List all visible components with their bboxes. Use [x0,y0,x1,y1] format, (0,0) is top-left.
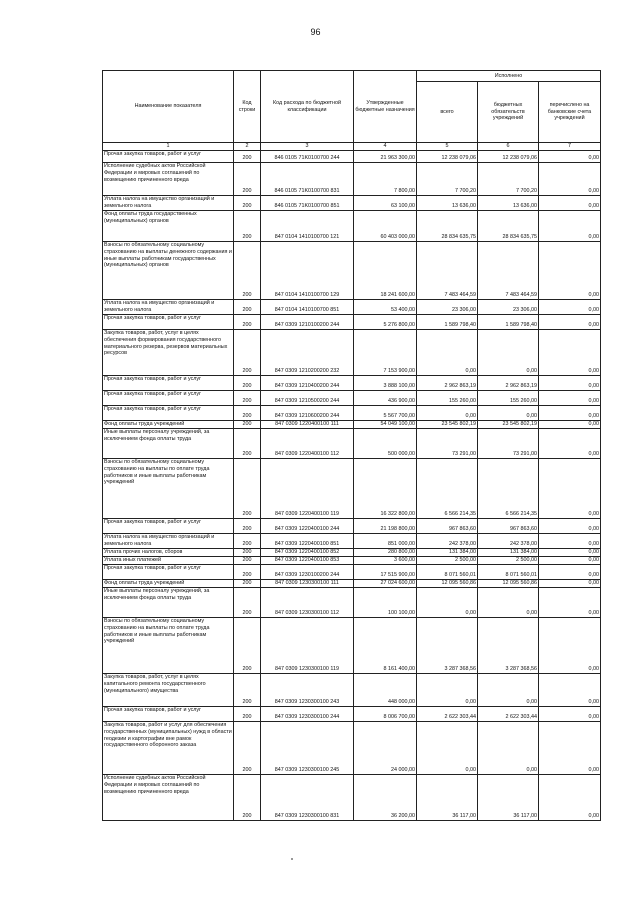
table-row [103,163,601,196]
row-approved: 36 200,00 [354,775,417,821]
row-expense-code: 847 0104 1410100700 121 [261,211,354,242]
row-budget-obligations: 36 117,00 [478,775,539,821]
row-name: Прочая закупка товаров, работ и услуг [103,151,234,163]
row-total: 23 545 802,19 [417,421,478,429]
row-name: Взносы по обязательному социальному страхованию на выплаты денежного содержания и иные выплаты работникам государственных (муниципальных) органов [103,242,234,300]
row-name: Уплата налога на имущество организаций и земельного налога [103,300,234,315]
row-expense-code: 847 0309 1230300100 244 [261,707,354,722]
row-expense-code: 847 0309 1230100200 244 [261,565,354,580]
row-line-code: 200 [234,775,261,821]
row-line-code: 200 [234,163,261,196]
row-budget-obligations: 155 260,00 [478,391,539,406]
row-budget-obligations: 7 483 464,59 [478,242,539,300]
table-row [103,315,601,330]
table-row [103,565,601,580]
row-total: 0,00 [417,330,478,376]
row-expense-code: 847 0104 1410100700 851 [261,300,354,315]
scan-dot [291,858,293,860]
table-row [103,459,601,519]
row-name: Прочая закупка товаров, работ и услуг [103,391,234,406]
row-transferred: 0,00 [539,391,601,406]
row-total: 3 287 368,56 [417,618,478,674]
row-total: 155 260,00 [417,391,478,406]
row-budget-obligations: 131 384,00 [478,549,539,557]
row-total: 2 962 863,19 [417,376,478,391]
row-expense-code: 847 0309 1210400200 244 [261,376,354,391]
table-row [103,151,601,163]
table-row [103,588,601,618]
row-expense-code: 847 0309 1230300100 243 [261,674,354,707]
row-total: 28 834 635,75 [417,211,478,242]
row-name: Взносы по обязательному социальному страхованию на выплаты по оплате труда работников и иные выплаты работникам учреждений [103,618,234,674]
row-line-code: 200 [234,519,261,534]
row-approved: 63 100,00 [354,196,417,211]
row-expense-code: 847 0309 1220400100 112 [261,429,354,459]
row-expense-code: 847 0104 1410100700 129 [261,242,354,300]
row-line-code: 200 [234,300,261,315]
row-transferred: 0,00 [539,580,601,588]
row-budget-obligations: 12 238 079,06 [478,151,539,163]
column-number: 2 [234,143,261,151]
table-row [103,618,601,674]
table-row [103,707,601,722]
row-approved: 7 153 900,00 [354,330,417,376]
row-total: 12 238 079,06 [417,151,478,163]
header-total: всего [417,82,478,143]
row-budget-obligations: 6 566 214,35 [478,459,539,519]
row-budget-obligations: 0,00 [478,330,539,376]
row-name: Исполнение судебных актов Российской Федерации и мировых соглашений по возмещению причиненного вреда [103,163,234,196]
row-approved: 24 000,00 [354,722,417,775]
row-line-code: 200 [234,722,261,775]
row-budget-obligations: 73 291,00 [478,429,539,459]
row-name: Прочая закупка товаров, работ и услуг [103,406,234,421]
column-number: 1 [103,143,234,151]
row-transferred: 0,00 [539,549,601,557]
row-budget-obligations: 2 500,00 [478,557,539,565]
row-budget-obligations: 0,00 [478,674,539,707]
row-line-code: 200 [234,580,261,588]
row-approved: 5 567 700,00 [354,406,417,421]
row-approved: 53 400,00 [354,300,417,315]
table-row [103,775,601,821]
row-approved: 3 888 100,00 [354,376,417,391]
row-total: 2 622 303,44 [417,707,478,722]
row-approved: 280 800,00 [354,549,417,557]
row-total: 23 306,00 [417,300,478,315]
row-budget-obligations: 242 378,00 [478,534,539,549]
row-transferred: 0,00 [539,534,601,549]
row-approved: 17 515 900,00 [354,565,417,580]
row-line-code: 200 [234,549,261,557]
row-line-code: 200 [234,151,261,163]
row-total: 131 384,00 [417,549,478,557]
row-expense-code: 847 0309 1230300100 245 [261,722,354,775]
row-line-code: 200 [234,674,261,707]
row-approved: 27 024 600,00 [354,580,417,588]
header-budget-obligations: бюджетных обязательств учреждений [478,82,539,143]
row-name: Фонд оплаты труда государственных (муниципальных) органов [103,211,234,242]
row-line-code: 200 [234,618,261,674]
row-budget-obligations: 1 589 798,40 [478,315,539,330]
row-expense-code: 847 0309 1210100200 244 [261,315,354,330]
row-expense-code: 847 0309 1220400100 111 [261,421,354,429]
table-row [103,300,601,315]
row-transferred: 0,00 [539,421,601,429]
row-expense-code: 846 0105 71K0100700 851 [261,196,354,211]
row-name: Прочая закупка товаров, работ и услуг [103,707,234,722]
row-total: 12 095 560,86 [417,580,478,588]
row-name: Прочая закупка товаров, работ и услуг [103,315,234,330]
row-approved: 3 600,00 [354,557,417,565]
table-row [103,376,601,391]
row-approved: 18 241 600,00 [354,242,417,300]
row-budget-obligations: 3 287 368,56 [478,618,539,674]
row-expense-code: 846 0105 71K0100700 831 [261,163,354,196]
column-number: 5 [417,143,478,151]
row-line-code: 200 [234,565,261,580]
row-budget-obligations: 23 545 802,19 [478,421,539,429]
row-expense-code: 846 0105 71K0100700 244 [261,151,354,163]
row-total: 8 071 560,01 [417,565,478,580]
table-row [103,330,601,376]
row-name: Закупка товаров, работ и услуг для обеспечения государственных (муниципальных) нужд в области геодезии и картографии вне рамок государственного оборонного заказа [103,722,234,775]
row-approved: 100 100,00 [354,588,417,618]
row-line-code: 200 [234,421,261,429]
table-header-row [103,71,601,82]
row-transferred: 0,00 [539,151,601,163]
row-budget-obligations: 13 636,00 [478,196,539,211]
row-transferred: 0,00 [539,315,601,330]
table-body [103,151,601,821]
row-total: 1 589 798,40 [417,315,478,330]
row-name: Прочая закупка товаров, работ и услуг [103,565,234,580]
row-transferred: 0,00 [539,565,601,580]
header-approved: Утвержденные бюджетные назначения [354,71,417,143]
table-row [103,549,601,557]
row-total: 0,00 [417,406,478,421]
row-expense-code: 847 0309 1220400100 119 [261,459,354,519]
table-row [103,722,601,775]
row-total: 0,00 [417,722,478,775]
row-expense-code: 847 0309 1220400100 853 [261,557,354,565]
row-total: 0,00 [417,674,478,707]
row-name: Уплата налога на имущество организаций и земельного налога [103,196,234,211]
row-transferred: 0,00 [539,300,601,315]
row-total: 6 566 214,35 [417,459,478,519]
row-approved: 7 800,00 [354,163,417,196]
row-budget-obligations: 7 700,20 [478,163,539,196]
row-name: Иные выплаты персоналу учреждений, за исключением фонда оплаты труда [103,588,234,618]
row-line-code: 200 [234,196,261,211]
row-budget-obligations: 0,00 [478,722,539,775]
row-budget-obligations: 12 095 560,86 [478,580,539,588]
row-total: 73 291,00 [417,429,478,459]
row-line-code: 200 [234,242,261,300]
row-transferred: 0,00 [539,557,601,565]
page-number: 96 [310,27,321,37]
table-row [103,534,601,549]
table-row [103,196,601,211]
row-approved: 54 049 100,00 [354,421,417,429]
row-name: Закупка товаров, работ, услуг в целях обеспечения формирования государственного материального резерва, резервов материальных ресурсов [103,330,234,376]
row-line-code: 200 [234,459,261,519]
row-expense-code: 847 0309 1230300100 111 [261,580,354,588]
row-name: Уплата прочих налогов, сборов [103,549,234,557]
row-total: 242 378,00 [417,534,478,549]
row-transferred: 0,00 [539,519,601,534]
header-expense-code: Код расхода по бюджетной классификации [261,71,354,143]
row-approved: 5 276 800,00 [354,315,417,330]
row-transferred: 0,00 [539,707,601,722]
row-total: 967 863,60 [417,519,478,534]
row-line-code: 200 [234,557,261,565]
row-budget-obligations: 28 834 635,75 [478,211,539,242]
row-name: Прочая закупка товаров, работ и услуг [103,376,234,391]
header-transferred: перечислено на банковские счета учреждений [539,82,601,143]
row-expense-code: 847 0309 1220400100 852 [261,549,354,557]
table-row [103,242,601,300]
row-budget-obligations: 2 962 863,19 [478,376,539,391]
row-transferred: 0,00 [539,211,601,242]
row-expense-code: 847 0309 1230300100 112 [261,588,354,618]
row-total: 7 700,20 [417,163,478,196]
column-number-row [103,143,601,151]
table-row [103,674,601,707]
row-total: 7 483 464,59 [417,242,478,300]
row-line-code: 200 [234,406,261,421]
row-approved: 448 000,00 [354,674,417,707]
row-line-code: 200 [234,707,261,722]
row-name: Закупка товаров, работ, услуг в целях капитального ремонта государственного (муниципального) имущества [103,674,234,707]
row-line-code: 200 [234,534,261,549]
row-approved: 851 000,00 [354,534,417,549]
row-transferred: 0,00 [539,406,601,421]
row-line-code: 200 [234,588,261,618]
row-approved: 16 322 800,00 [354,459,417,519]
row-budget-obligations: 0,00 [478,588,539,618]
row-name: Уплата иных платежей [103,557,234,565]
row-transferred: 0,00 [539,775,601,821]
row-name: Фонд оплаты труда учреждений [103,421,234,429]
row-line-code: 200 [234,211,261,242]
row-budget-obligations: 2 622 303,44 [478,707,539,722]
row-budget-obligations: 8 071 560,01 [478,565,539,580]
row-transferred: 0,00 [539,376,601,391]
row-transferred: 0,00 [539,330,601,376]
row-line-code: 200 [234,315,261,330]
row-transferred: 0,00 [539,618,601,674]
row-approved: 21 198 800,00 [354,519,417,534]
row-transferred: 0,00 [539,196,601,211]
row-line-code: 200 [234,391,261,406]
row-line-code: 200 [234,376,261,391]
column-number: 3 [261,143,354,151]
table-row [103,211,601,242]
row-expense-code: 847 0309 1230300100 831 [261,775,354,821]
row-transferred: 0,00 [539,588,601,618]
table-row [103,429,601,459]
row-name: Иные выплаты персоналу учреждений, за исключением фонда оплаты труда [103,429,234,459]
row-budget-obligations: 967 863,60 [478,519,539,534]
column-number: 4 [354,143,417,151]
row-expense-code: 847 0309 1210600200 244 [261,406,354,421]
row-approved: 436 900,00 [354,391,417,406]
row-transferred: 0,00 [539,429,601,459]
budget-execution-table [102,70,601,821]
row-transferred: 0,00 [539,242,601,300]
table-row [103,519,601,534]
table-row [103,421,601,429]
row-total: 2 500,00 [417,557,478,565]
row-line-code: 200 [234,429,261,459]
header-name: Наименование показателя [103,71,234,143]
row-name: Исполнение судебных актов Российской Федерации и мировых соглашений по возмещению причиненного вреда [103,775,234,821]
column-number: 7 [539,143,601,151]
row-expense-code: 847 0309 1230300100 119 [261,618,354,674]
row-total: 13 636,00 [417,196,478,211]
row-expense-code: 847 0309 1210500200 244 [261,391,354,406]
table-row [103,391,601,406]
row-approved: 8 161 400,00 [354,618,417,674]
row-approved: 21 963 300,00 [354,151,417,163]
row-approved: 60 403 000,00 [354,211,417,242]
row-name: Прочая закупка товаров, работ и услуг [103,519,234,534]
row-name: Взносы по обязательному социальному страхованию на выплаты по оплате труда работников и иные выплаты работникам учреждений [103,459,234,519]
header-line-code: Код строки [234,71,261,143]
row-approved: 8 006 700,00 [354,707,417,722]
table-row [103,580,601,588]
header-executed: Исполнено [417,71,601,82]
row-approved: 500 000,00 [354,429,417,459]
row-total: 36 117,00 [417,775,478,821]
row-name: Фонд оплаты труда учреждений [103,580,234,588]
row-transferred: 0,00 [539,163,601,196]
row-name: Уплата налога на имущество организаций и земельного налога [103,534,234,549]
table-row [103,557,601,565]
row-expense-code: 847 0309 1220400100 851 [261,534,354,549]
row-line-code: 200 [234,330,261,376]
row-expense-code: 847 0309 1210200200 232 [261,330,354,376]
row-total: 0,00 [417,588,478,618]
row-transferred: 0,00 [539,674,601,707]
row-budget-obligations: 0,00 [478,406,539,421]
row-transferred: 0,00 [539,459,601,519]
table-row [103,406,601,421]
row-transferred: 0,00 [539,722,601,775]
row-budget-obligations: 23 306,00 [478,300,539,315]
row-expense-code: 847 0309 1220400100 244 [261,519,354,534]
column-number: 6 [478,143,539,151]
